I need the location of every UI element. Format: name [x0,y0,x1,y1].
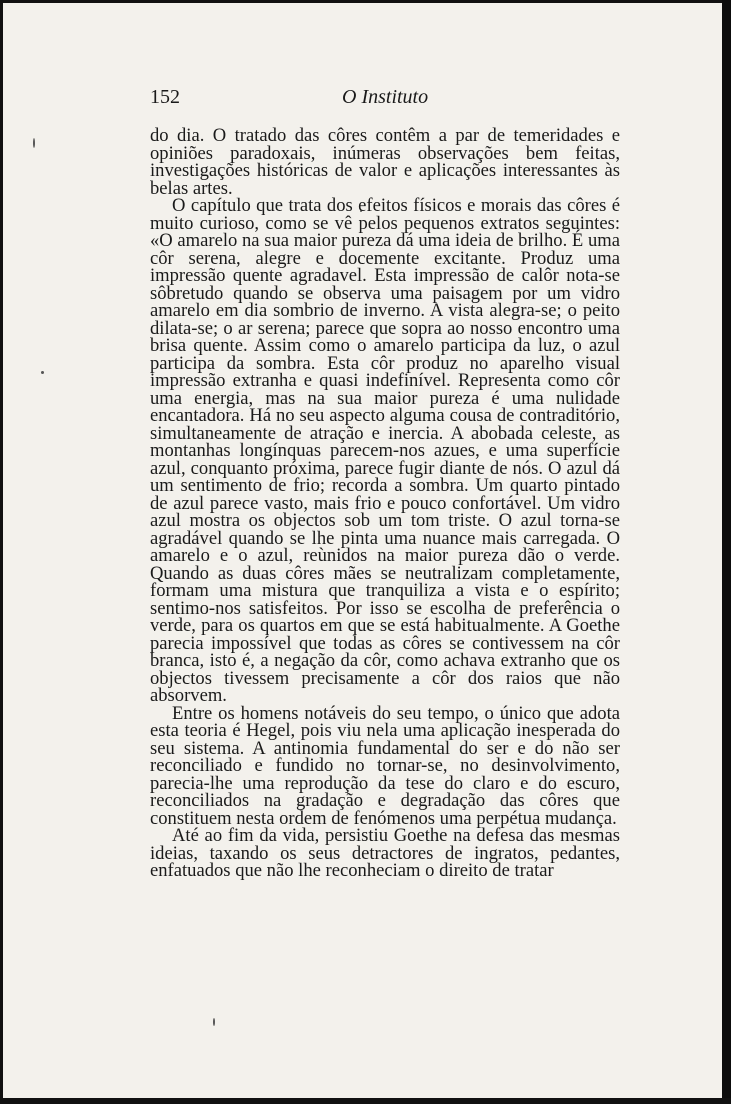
scan-border-left [0,0,3,1104]
paragraph-goethe-defense: Até ao fim da vida, persistiu Goethe na defesa das mesmas ideias, taxando os seus detractores de ingratos, pedantes, enfatuados que não lhe reconheciam o direito de tratar [150,825,620,881]
scan-border-right [722,0,731,1104]
running-title: O Instituto [342,86,429,108]
scan-speck [33,138,35,148]
paragraph-hegel: Entre os homens notáveis do seu tempo, o único que adota esta teoria é Hegel, pois viu nela uma aplicação inesperada do seu sistema. A antinomia fundamental do ser e do não ser reconciliado e fundido no tornar-se, no desinvolvimento, parecia-lhe uma reprodução da tese do claro e do escuro, reconciliados na gradação e degradação das côres que constituem nesta ordem de fenómenos uma perpétua mudança. [150,702,620,829]
scan-border-bottom [0,1098,731,1104]
scan-border-top [0,0,731,3]
page-number: 152 [150,86,180,108]
scan-speck [213,1018,215,1026]
scan-speck [41,371,44,374]
body-text [150,127,620,880]
paragraph-continuation: do dia. O tratado das côres contêm a par de temeridades e opiniões paradoxais, inúmeras observações bem feitas, investigações históricas de valor e aplicações interessantes às belas artes. [150,125,620,199]
paragraph-color-effects: O capítulo que trata dos efeitos físicos e morais das côres é muito curioso, como se vê pelos pequenos extratos seguintes: «O amarelo na sua maior pureza dá uma ideia de brilho. É uma côr serena, alegre e docemente excitante. Produz uma impressão quente agradavel. Esta impressão de calôr nota-se sôbretudo quando se observa uma paisagem por um vidro amarelo em dia sombrio de inverno. A vista alegra-se; o peito dilata-se; o ar serena; parece que sopra ao nosso encontro uma brisa quente. Assim como o amarelo participa da luz, o azul participa da sombra. Esta côr produz no aparelho visual impressão extranha e quasi indefinível. Representa como côr uma energia, mas na sua maior pureza é uma nulidade encantadora. Há no seu aspecto alguma cousa de contraditório, simultaneamente de atração e inercia. A abobada celeste, as montanhas longínquas parecem-nos azues, e uma superfície azul, conquanto próxima, parece fugir diante de nós. O azul dá um sentimento de frio; recorda a sombra. Um quarto pintado de azul parece vasto, mais frio e pouco confortável. Um vidro azul mostra os objectos sob um tom triste. O azul torna-se agradável quando se lhe pinta uma nuance mais carregada. O amarelo e o azul, reùnidos na maior pureza dão o verde. Quando as duas côres mães se neutralizam completamente, formam uma mistura que tranquiliza a vista e o espírito; sentimo-nos satisfeitos. Por isso se escolha de preferência o verde, para os quartos em que se está habitualmente. A Goethe parecia impossível que todas as côres se contivessem na côr branca, isto é, a negação da côr, como achava extranho que os objectos tivessem precisamente a côr dos raios que não absorvem. [150,195,620,706]
page-header [150,86,620,114]
